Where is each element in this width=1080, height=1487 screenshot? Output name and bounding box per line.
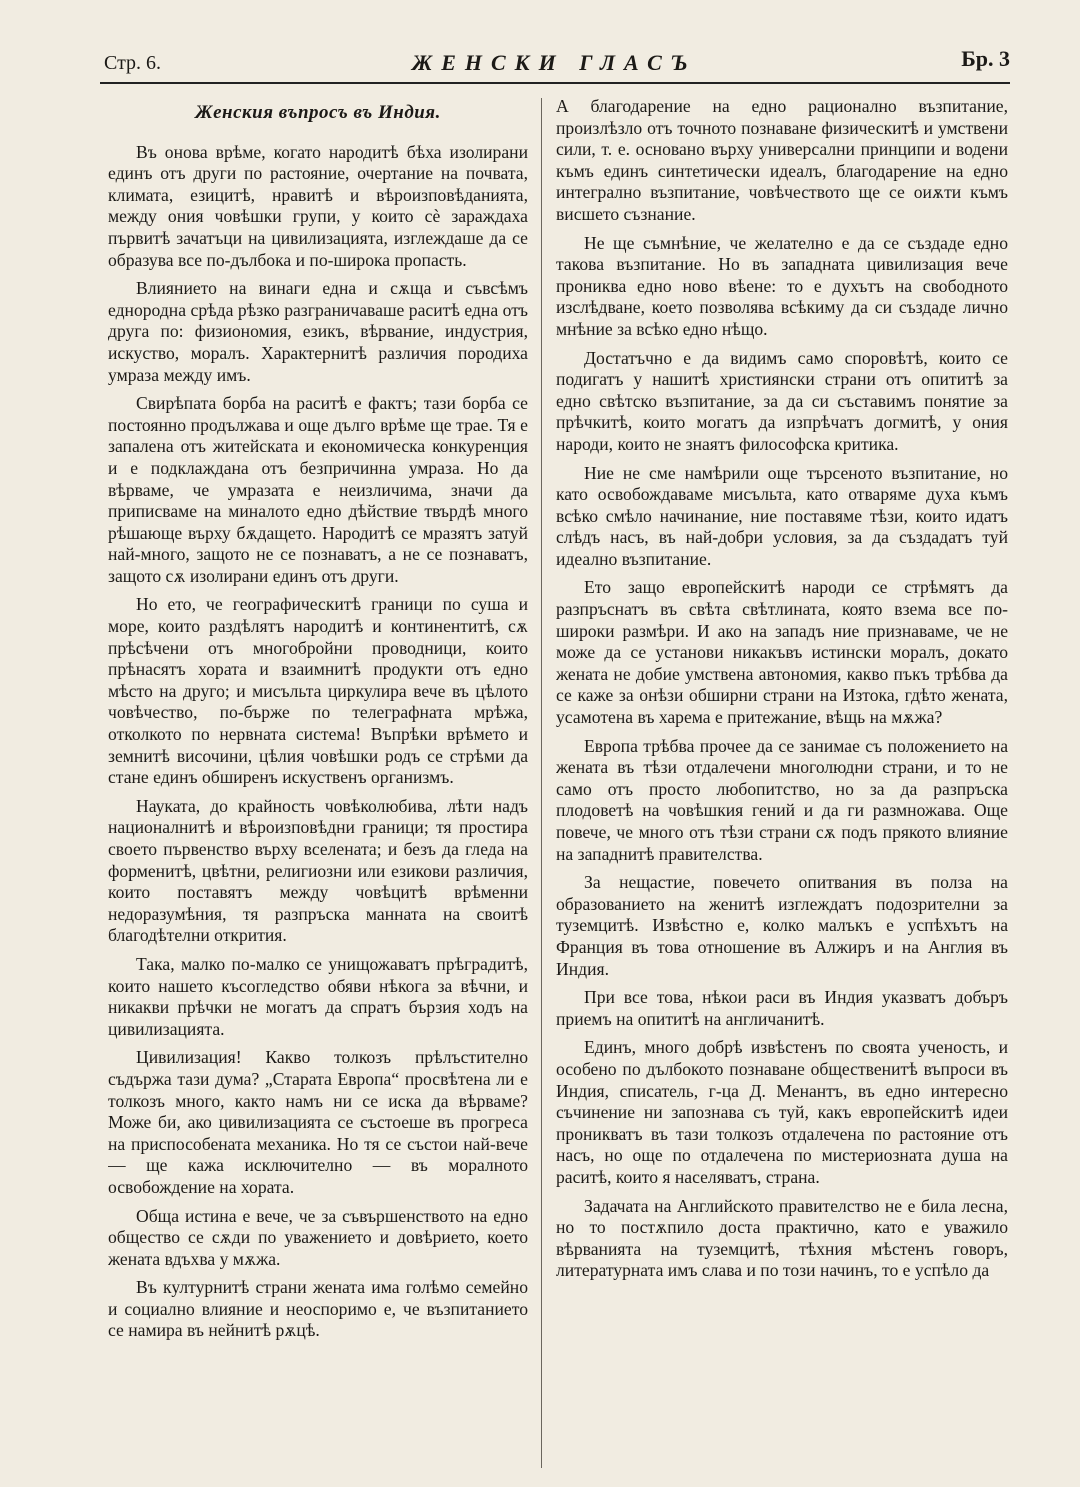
paragraph: Цивилизация! Какво толкозъ прѣлъстително съдържа тази дума? „Старата Европа“ просвѣтена ли е толкозъ много, както намъ ни се иска да вѣрваме? Може би, ако цивилизацията се състоеше въ прогреса на приспособената механика. Но тя се състои най-вече — ще кажа исключително — въ моралното освобождение на хората. [108,1047,528,1197]
paragraph: Въ онова врѣме, когато народитѣ бѣха изолирани единъ отъ други по растояние, очертание на почвата, климата, езицитѣ, нравитѣ и вѣроизповѣданията, между ония човѣшки групи, у които сѐ зараждаха първитѣ зачатъци на цивилизацията, изглеждаше да се образува все по-дълбока и по-широка пропасть. [108,141,528,270]
paragraph: Европа трѣбва прочее да се занимае съ положението на жената въ тѣзи отдалечени многолюдни страни, и то не само отъ просто любопитство, но за да разпръска плодоветѣ на човѣшкия гений и да ги размножава. Още повече, че много отъ тѣзи страни сѫ подъ прякото влияние на западнитѣ правителства. [556,735,1008,864]
paragraph: Достатъчно е да видимъ само споровѣтѣ, които се подигатъ у нашитѣ християнски страни отъ опититѣ за едно свѣтско възпитание, за да си съставимъ понятие за прѣчкитѣ, които могатъ да изпрѣчатъ догмитѣ, у ония народи, които не знаятъ философска критика. [556,347,1008,454]
article-title: Женския въпросъ въ Индия. [195,102,441,123]
paragraph: Но ето, че географическитѣ граници по суша и море, които раздѣлятъ народитѣ и континентитѣ, сѫ прѣсѣчени отъ многобройни проводници, които прѣнасятъ хората и взаимнитѣ продукти отъ едно мѣсто на друго; и мисъльта циркулира вече въ цѣлото човѣчество, по-бърже по телеграфната мрѣжа, отколкото по нервната система! Въпрѣки врѣмето и земнитѣ височини, цѣлия човѣшки родъ се стрѣми да стане единъ обширенъ искуственъ организмъ. [108,594,528,788]
paragraph: Обща истина е вече, че за съвършенството на едно общество се сѫди по уважението и довѣрието, което жената вдъхва у мѫжа. [108,1205,528,1269]
paragraph: Не ще съмнѣние, че желателно е да се създаде едно такова възпитание. Но въ западната цивилизация вече прониква едно ново вѣене: то е духътъ на свободното изслѣдване, което позволява всѣкиму да си създаде лично мнѣние за всѣко едно нѣщо. [556,232,1008,339]
issue-number: Бр. 3 [961,46,1010,71]
paragraph: Единъ, много добрѣ извѣстенъ по своята ученость, и особено по дълбокото познаване общественитѣ въпроси въ Индия, списатель, г-ца Д. Менантъ, въ едно интересно съчинение ни запознава съ туй, какъ европейскитѣ идеи проникватъ въ тази толкозъ отдалечена по растояние отъ насъ, но още по отдалечена по мистериозната душа на раситѣ, които я населяватъ, страна. [556,1037,1008,1187]
page-number: Стр. 6. [104,52,162,74]
paragraph: Въ културнитѣ страни жената има голѣмо семейно и социално влияние и неоспоримо е, че възпитанието се намира въ нейнитѣ рѫцѣ. [108,1277,528,1341]
paragraph: Науката, до крайность човѣколюбива, лѣти надъ националнитѣ и вѣроизповѣдни граници; тя простира своето първенство върху вселената; и безъ да гледа на форменитѣ, цвѣтни, религиозни или езикови различия, които поставятъ между човѣцитѣ врѣменни недоразумѣния, тя разпръска манната на своитѣ благодѣтелни открития. [108,795,528,946]
newspaper-title: ЖЕНСКИ ГЛАСЪ [412,50,697,75]
paragraph: За нещастие, повечето опитвания въ полза на образованието на женитѣ изглеждатъ подозрителни за туземцитѣ. Извѣстно е, колко малъкъ е успѣхътъ на Франция въ това отношение въ Алжиръ и на Англия въ Индия. [556,872,1008,979]
paragraph: Ние не сме намѣрили още търсеното възпитание, но като освобождаваме мисъльта, като отваряме духа къмъ всѣко смѣло начинание, ние поставяме тѣзи, които идатъ слѣдъ насъ, въ най-добри условия, за да създадатъ туй идеално възпитание. [556,462,1008,569]
paragraph: Свирѣпата борба на раситѣ е фактъ; тази борба се постоянно продължава и още дълго врѣме ще трае. Тя е запалена отъ житейската и економическа конкуренция и е подклаждана отъ безпричинна умраза. Но да вѣрваме, че умразата е неизличима, значи да приписваме на миналото едно дѣйствие твърдѣ много рѣшающе върху бѫдащето. Народитѣ се мразятъ затуй най-много, защото не се познаватъ, а не се познаватъ, защото сѫ изолирани единъ отъ други. [108,393,528,586]
paragraph: При все това, нѣкои раси въ Индия указватъ добъръ приемъ на опититѣ на англичанитѣ. [556,987,1008,1029]
paragraph: Задачата на Английското правителство не е била лесна, но то постѫпило доста практично, като е уважило вѣрванията на туземцитѣ, тѣхния мѣстенъ говоръ, литературната имъ слава и по този начинъ, то е успѣло да [556,1195,1008,1281]
paragraph: Ето защо европейскитѣ народи се стрѣмятъ да разпръснатъ въ свѣта свѣтлината, която взема все по-широки размѣри. И ако на западъ ние признаваме, че не може да се установи никакъвъ истински моралъ, докато жената не добие умствена автономия, какво пъкъ трѣбва да се каже за онѣзи обширни страни на Изтока, гдѣто жената, усамотена въ харема е притежание, вѣщь на мѫжа? [556,577,1008,728]
paragraph: А благодарение на едно рационално възпитание, произлѣзло отъ точното познаване физическитѣ и умствени сили, т. е. основано върху универсални принципи и водени къмъ единъ синтетически идеалъ, благодарение на едно интегрално възпитание, човѣчеството ще се оиѫти къмъ висшето съзнание. [556,96,1008,224]
paragraph: Влиянието на винаги една и сѫща и съвсѣмъ еднородна срѣда рѣзко разграничаваше раситѣ една отъ друга по: физиономия, езикъ, вѣрвание, индустрия, искуство, моралъ. Характернитѣ различия породиха умраза между имъ. [108,278,528,385]
right-column [556,96,1008,1476]
column-divider [541,98,542,1468]
page-header [100,46,1010,84]
left-column [108,96,528,1476]
paragraph: Така, малко по-малко се унищожаватъ прѣградитѣ, които нашето късогледство обяви нѣкога за вѣчни, и никакви прѣчки не могатъ да спратъ бързия ходъ на цивилизацията. [108,953,528,1039]
